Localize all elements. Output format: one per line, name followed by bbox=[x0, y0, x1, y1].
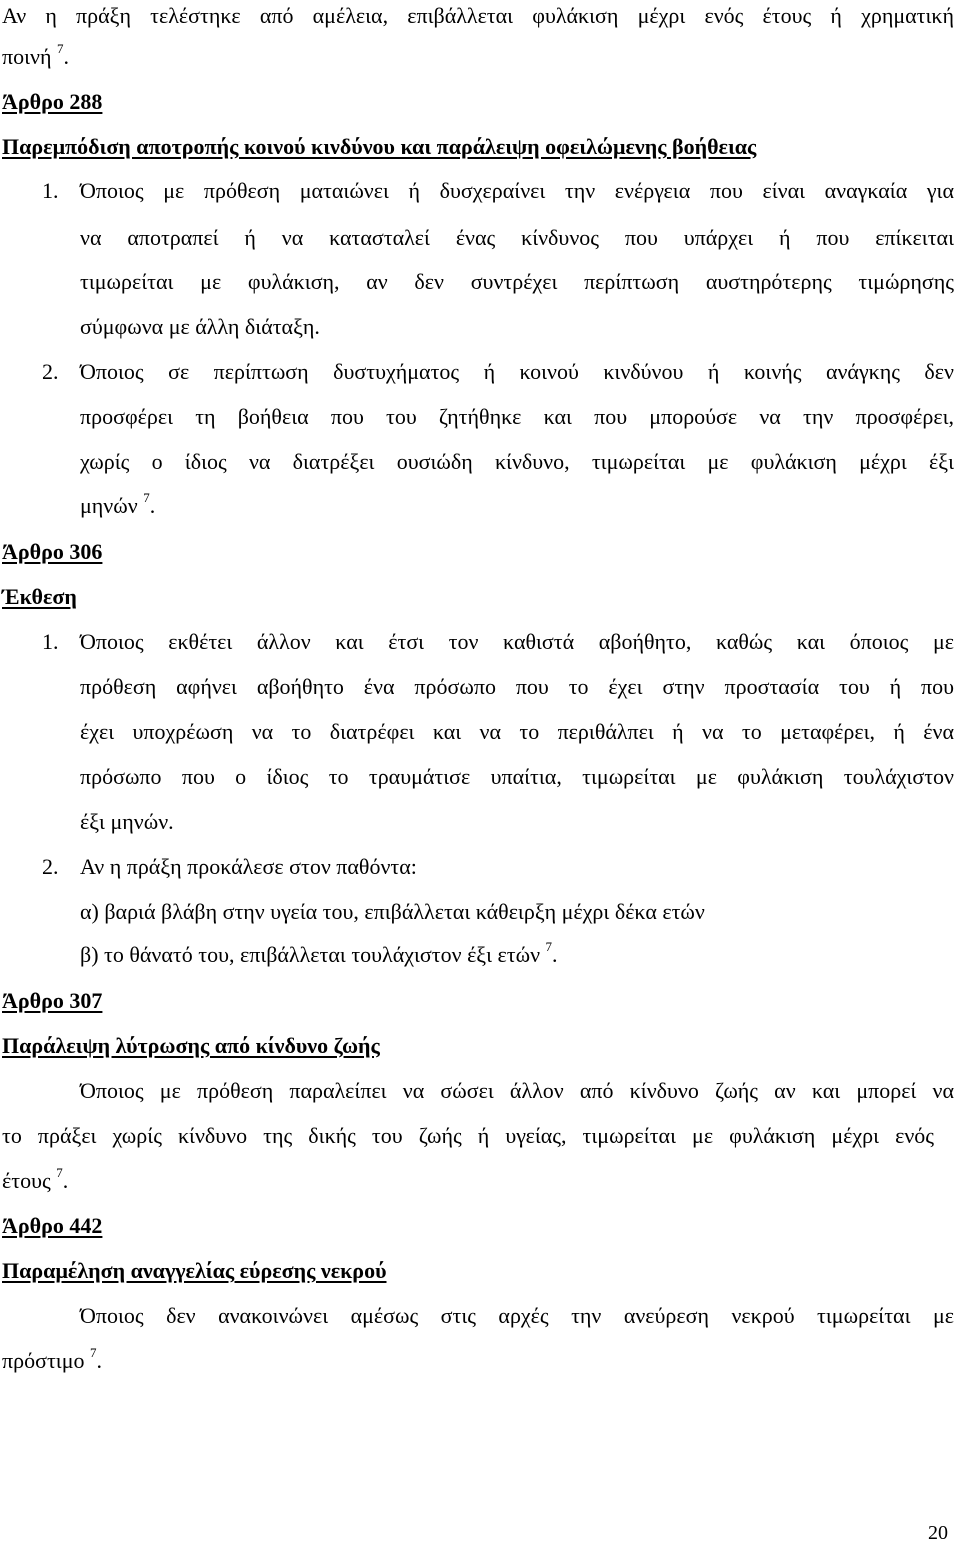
article-288-par-1-line: Όποιος με πρόθεση ματαιώνει ή δυσχεραίνει την ενέργεια που είναι αναγκαία για bbox=[80, 178, 954, 203]
article-442-line: Όποιος δεν ανακοινώνει αμέσως στις αρχές την ανεύρεση νεκρού τιμωρείται με bbox=[80, 1303, 954, 1328]
article-307-heading: Άρθρο 307 bbox=[2, 988, 103, 1013]
article-288-par-2-line: προσφέρει τη βοήθεια που του ζητήθηκε και που μπορούσε να την προσφέρει, bbox=[80, 404, 954, 429]
article-442-title: Παραμέληση αναγγελίας εύρεσης νεκρού bbox=[2, 1258, 387, 1283]
article-306-par-1-line: πρόθεση αφήνει αβοήθητο ένα πρόσωπο που το έχει στην προστασία του ή που bbox=[80, 674, 954, 699]
article-288-par-2-line: Όποιος σε περίπτωση δυστυχήματος ή κοινού κινδύνου ή κοινής ανάγκης δεν bbox=[80, 359, 954, 384]
article-306-par-1-line: έχει υποχρέωση να το διατρέφει και να το περιθάλπει ή να το μεταφέρει, ή ένα bbox=[80, 719, 954, 744]
article-288-par-2-last-line bbox=[80, 489, 156, 518]
article-442-heading: Άρθρο 442 bbox=[2, 1213, 103, 1238]
article-307-last-line bbox=[2, 1164, 69, 1193]
intro-end: . bbox=[63, 44, 69, 69]
article-442-last-line bbox=[2, 1344, 102, 1373]
article-288-par-1-line: σύμφωνα με άλλη διάταξη. bbox=[80, 314, 320, 339]
article-307-line: έτους bbox=[2, 1168, 51, 1193]
article-288-par-2-line: μηνών bbox=[80, 493, 138, 518]
article-306-heading: Άρθρο 306 bbox=[2, 539, 103, 564]
article-306-par-2-lead: Αν η πράξη προκάλεσε στον παθόντα: bbox=[80, 854, 417, 879]
article-306-par-1-line: πρόσωπο που ο ίδιος το τραυμάτισε υπαίτια, τιμωρείται με φυλάκιση τουλάχιστον bbox=[80, 764, 954, 789]
page-number: 20 bbox=[928, 1522, 948, 1544]
article-288-par-1-line: να αποτραπεί ή να κατασταλεί ένας κίνδυνος που υπάρχει ή που επίκειται bbox=[80, 225, 954, 250]
article-307-line: Όποιος με πρόθεση παραλείπει να σώσει άλλον από κίνδυνο ζωής αν και μπορεί να bbox=[80, 1078, 954, 1103]
footnote-ref: 7 bbox=[56, 1164, 63, 1180]
article-442-line: πρόστιμο bbox=[2, 1348, 85, 1373]
article-288-par-2-end: . bbox=[149, 493, 156, 518]
intro-line-2 bbox=[2, 40, 69, 69]
article-288-title: Παρεμπόδιση αποτροπής κοινού κινδύνου και παράλειψη οφειλώμενης βοήθειας bbox=[2, 134, 757, 159]
article-306-title: Έκθεση bbox=[2, 584, 77, 609]
footnote-ref: 7 bbox=[90, 1344, 97, 1360]
article-306-par-1-line: Όποιος εκθέτει άλλον και έτσι τον καθιστά αβοήθητο, καθώς και όποιος με bbox=[80, 629, 954, 654]
article-288-par-2-line: χωρίς ο ίδιος να διατρέξει ουσιώδη κίνδυνο, τιμωρείται με φυλάκιση μέχρι έξι bbox=[80, 449, 954, 474]
article-288-par-1-number: 1. bbox=[42, 178, 59, 203]
article-288-par-1-line: τιμωρείται με φυλάκιση, αν δεν συντρέχει περίπτωση αυστηρότερης τιμώρησης bbox=[80, 269, 954, 294]
article-307-line: το πράξει χωρίς κίνδυνο της δικής του ζωής ή υγείας, τιμωρείται με φυλάκιση μέχρι ενός bbox=[2, 1123, 934, 1148]
intro-line-1: Αν η πράξη τελέστηκε από αμέλεια, επιβάλλεται φυλάκιση μέχρι ενός έτους ή χρηματική bbox=[2, 3, 954, 28]
intro-line-2-text: ποινή bbox=[2, 44, 52, 69]
article-306-item-b-end: . bbox=[552, 942, 558, 967]
footnote-ref: 7 bbox=[143, 489, 150, 505]
article-306-item-b-line bbox=[80, 938, 558, 967]
article-288-par-2-number: 2. bbox=[42, 359, 59, 384]
article-442-end: . bbox=[96, 1348, 102, 1373]
article-306-par-2-number: 2. bbox=[42, 854, 59, 879]
article-306-par-1-line: έξι μηνών. bbox=[80, 809, 174, 834]
article-307-title: Παράλειψη λύτρωσης από κίνδυνο ζωής bbox=[2, 1033, 380, 1058]
article-306-par-1-number: 1. bbox=[42, 629, 59, 654]
article-306-item-a: α) βαριά βλάβη στην υγεία του, επιβάλλεται κάθειρξη μέχρι δέκα ετών bbox=[80, 899, 705, 924]
article-288-heading: Άρθρο 288 bbox=[2, 89, 103, 114]
article-306-item-b: β) το θάνατό του, επιβάλλεται τουλάχιστον έξι ετών bbox=[80, 942, 541, 967]
footnote-ref: 7 bbox=[56, 40, 64, 56]
footnote-ref: 7 bbox=[545, 938, 553, 954]
article-307-end: . bbox=[62, 1168, 69, 1193]
